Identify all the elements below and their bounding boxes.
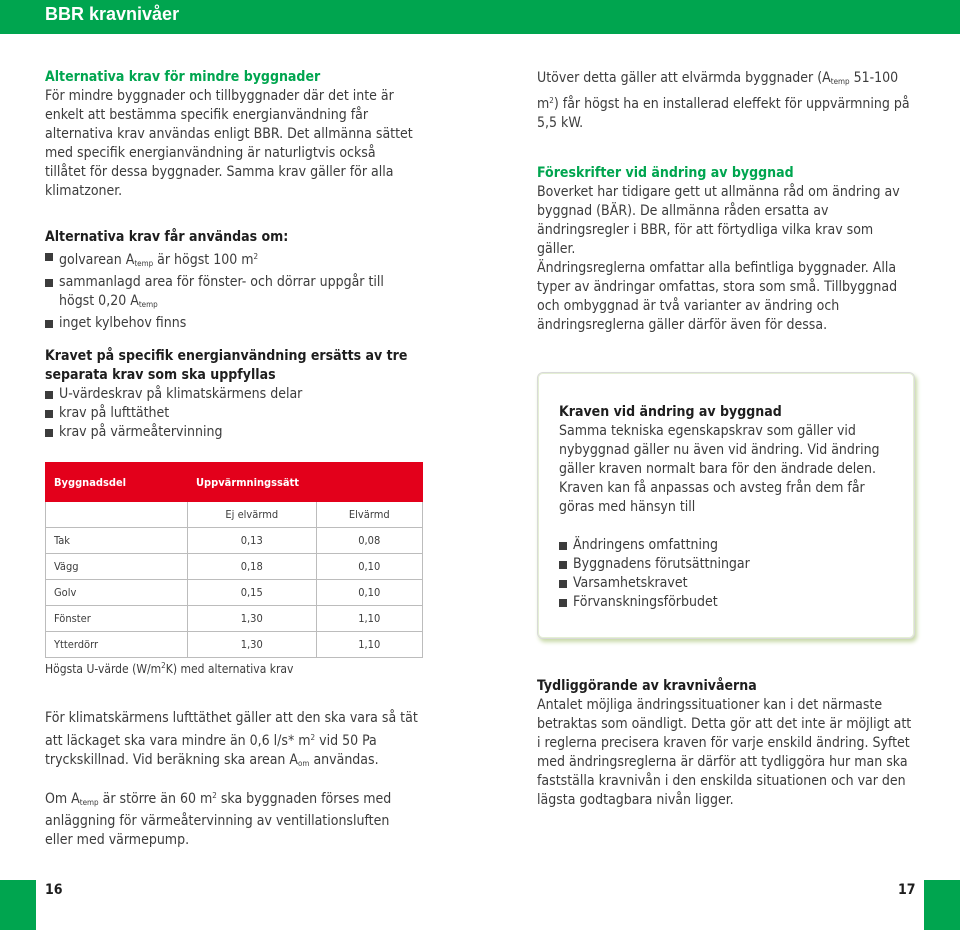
- table-row: Golv 0,15 0,10: [46, 580, 423, 606]
- heat-recovery-text: Om $A_{temp}$ är större än 60 $m^2$ ska byggnaden förses med anläggning för värmeåtervinning av ventillationsluften eller med värmepump.: [45, 791, 392, 848]
- list-item: Förvanskningsförbudet: [559, 593, 899, 612]
- box-heading: Kraven vid ändring av byggnad: [559, 404, 782, 420]
- list-item: sammanlagd area för fönster- och dörrar uppgår till högst 0,20 $A_{temp}$: [45, 273, 420, 314]
- u-value-table: [45, 462, 423, 658]
- scope-body: Ändringsreglerna omfattar alla befintliga byggnader. Alla typer av ändringar omfattas, stora som små. Tillbyggnad och ombyggnad är två varianter av ändring och ändringsreglerna gäller därför även för dessa.: [537, 260, 898, 333]
- box-body: Samma tekniska egenskapskrav som gäller vid nybyggnad gäller nu även vid ändring. Vid ändring gäller kraven normalt bara för den ändrade delen. Kraven kan få anpassas och avsteg från dem får göras med hänsyn till: [559, 423, 880, 515]
- table-header-part: Byggnadsdel: [46, 463, 188, 502]
- table-header-heating: Uppvärmningssätt: [188, 463, 423, 502]
- left-column: [45, 68, 420, 201]
- table-subheader-not-electric: Ej elvärmd: [188, 502, 317, 528]
- list-item: Ändringens omfattning: [559, 536, 899, 555]
- alt-body: För mindre byggnader och tillbyggnader där det inte är enkelt att bestämma specifik energianvändning får alternativa krav användas enligt BBR. Det allmänna sättet med specifik energianvändning är naturligtvis också tillåtet för dessa byggnader. Samma krav gäller för alla klimatzoner.: [45, 88, 413, 199]
- box-list: [559, 536, 899, 612]
- scope-section: [537, 259, 915, 335]
- conditions-list: [45, 247, 420, 333]
- list-item: krav på lufttäthet: [45, 404, 420, 423]
- right-intro: Utöver detta gäller att elvärmda byggnader ($A_{temp}$ 51-100 $m^2$) får högst ha en installerad eleffekt för uppvärmning på 5,5 kW.: [537, 70, 910, 131]
- table-row: Vägg 0,18 0,10: [46, 554, 423, 580]
- requirements-list: [45, 385, 420, 442]
- clarification-body: Antalet möjliga ändringssituationer kan i det närmaste betraktas som oändligt. Detta gör att det inte är möjligt att i reglerna precisera kraven för varje enskild ändring. Syftet med ändringsreglerna är därför att tydliggöra hur man ska fastställa kravnivån i den enskilda situationen och var den lägsta godtagbara nivån ligger.: [537, 697, 912, 808]
- list-item: U-värdeskrav på klimatskärmens delar: [45, 385, 420, 404]
- footer-tab-left: [0, 880, 36, 930]
- alt-heading: Alternativa krav för mindre byggnader: [45, 69, 321, 85]
- list-item: golvarean $A_{temp}$ är högst 100 $m^2$: [45, 247, 420, 273]
- table-row: Fönster 1,30 1,10: [46, 606, 423, 632]
- table-subheader-electric: Elvärmd: [316, 502, 422, 528]
- page-number-left: 16: [45, 882, 63, 898]
- footer-tab-right: [924, 880, 960, 930]
- page-title: BBR kravnivåer: [45, 4, 180, 24]
- table-subheader-empty: [46, 502, 188, 528]
- clarification-heading: Tydliggörande av kravnivåerna: [537, 678, 757, 694]
- regulations-body: Boverket har tidigare gett ut allmänna råd om ändring av byggnad (BÄR). De allmänna råden ersatta av ändringsregler i BBR, för att förtydliga vilka krav som gäller.: [537, 184, 900, 257]
- clarification-section: [537, 677, 915, 810]
- airtightness-text: För klimatskärmens lufttäthet gäller att den ska vara så tät att läckaget ska vara mindre än 0,6 l/s* $m^2$ vid 50 Pa tryckskillnad. Vid beräkning ska arean $A_{om}$ användas.: [45, 710, 418, 768]
- table-row: Ytterdörr 1,30 1,10: [46, 632, 423, 658]
- requirements-section: [45, 347, 420, 442]
- table-caption: Högsta U-värde $(W/m^2K)$ med alternativa krav: [45, 661, 294, 676]
- list-item: Byggnadens förutsättningar: [559, 555, 899, 574]
- regulations-section: [537, 164, 915, 259]
- table-row: Tak 0,13 0,08: [46, 528, 423, 554]
- regulations-heading: Föreskrifter vid ändring av byggnad: [537, 165, 794, 181]
- conditions-heading: Alternativa krav får användas om:: [45, 229, 289, 245]
- list-item: krav på värmeåtervinning: [45, 423, 420, 442]
- requirements-heading: Kravet på specifik energianvändning ersätts av tre separata krav som ska uppfyllas: [45, 348, 408, 383]
- change-box-content: [559, 403, 899, 612]
- list-item: inget kylbehov finns: [45, 314, 420, 333]
- conditions-section: [45, 228, 420, 333]
- page-number-right: 17: [898, 882, 916, 898]
- list-item: Varsamhetskravet: [559, 574, 899, 593]
